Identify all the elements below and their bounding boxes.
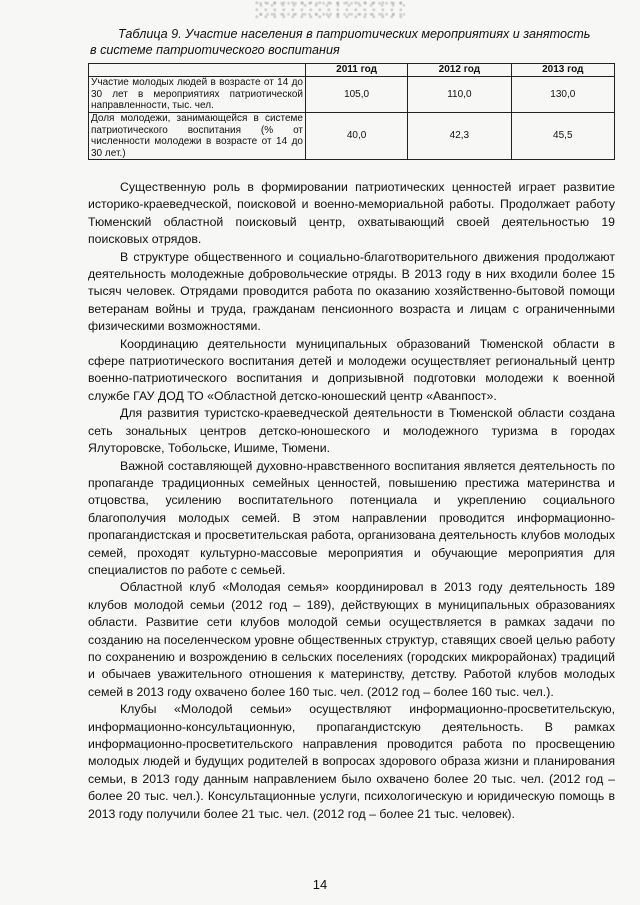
table-cell-2011: 40,0 xyxy=(306,113,408,160)
table-row-label: Участие молодых людей в возрасте от 14 до 30 лет в мероприятиях патриотической направленности, тыс. чел. xyxy=(89,77,306,113)
paragraph: Клубы «Молодой семьи» осуществляют информационно-просветительскую, информационно-консультационную, пропагандистскую деятельность. В рамках информационно-просветительского направления проводится работа по просвещению молодых людей и будущих родителей в вопросах здорового образа жизни и планирования семьи, в 2013 году данным направлением было охвачено более 20 тыс. чел. (2012 год – более 20 тыс. чел.). Консультационные услуги, психологическую и юридическую помощь в 2013 году получили более 21 тыс. чел. (2012 год – более 21 тыс. человек). xyxy=(88,702,615,821)
participation-table xyxy=(88,63,615,160)
table-caption xyxy=(90,26,610,58)
caption-line-2: в системе патриотического воспитания xyxy=(90,43,340,57)
body-text xyxy=(88,179,615,823)
table-header-2013: 2013 год xyxy=(511,64,614,77)
table-row xyxy=(89,113,615,160)
paragraph: Для развития туристско-краеведческой деятельности в Тюменской области создана сеть зональных центров детско-юношеского и молодежного туризма в городах Ялуторовске, Тобольске, Ишиме, Тюмени. xyxy=(88,406,615,456)
page-number: 14 xyxy=(312,877,328,892)
table-row-label: Доля молодежи, занимающейся в системе патриотического воспитания (% от численности молодежи в возрасте от 14 до 30 лет.) xyxy=(89,113,306,160)
paragraph: Важной составляющей духовно-нравственного воспитания является деятельность по пропаганде традиционных семейных ценностей, повышению престижа материнства и отцовства, усилению воспитательного потенциала и укреплению социального благополучия молодых семей. В этом направлении проводится информационно-пропагандистская и просветительская работа, организована деятельность клубов молодых семей, проходят культурно-массовые мероприятия и обучающие мероприятия для специалистов по работе с семьей. xyxy=(88,458,615,577)
table-cell-2012: 110,0 xyxy=(408,77,511,113)
table-header-row xyxy=(89,64,615,77)
table-cell-2013: 130,0 xyxy=(511,77,614,113)
table-header-corner xyxy=(89,64,306,77)
table-cell-2011: 105,0 xyxy=(306,77,408,113)
paragraph: Существенную роль в формировании патриотических ценностей играет развитие историко-краеведческой, поисковой и военно-мемориальной работы. Продолжает работу Тюменский областной поисковый центр, охватывающий своей деятельностью 19 поисковых отрядов. xyxy=(88,180,615,247)
paragraph: Областной клуб «Молодая семья» координировал в 2013 году деятельность 189 клубов молодой семьи (2012 год – 189), действующих в муниципальных образованиях области. Развитие сети клубов молодой семьи осуществляется в рамках задачи по созданию на поселенческом уровне общественных структур, ставящих своей целью работу по сохранению и возрождению в сельских поселениях (городских микрорайонах) традиций и обычаев уважительного отношения к материнству, детству. Работой клубов молодых семей в 2013 году охвачено более 160 тыс. чел. (2012 год – более 160 тыс. чел.). xyxy=(88,580,615,699)
scan-artifact xyxy=(255,0,405,22)
paragraph: Координацию деятельности муниципальных образований Тюменской области в сфере патриотического воспитания детей и молодежи осуществляет региональный центр военно-патриотического воспитания и допризывной подготовки молодежи к военной службе ГАУ ДОД ТО «Областной детско-юношеский центр «Аванпост». xyxy=(88,336,615,403)
table-cell-2013: 45,5 xyxy=(511,113,614,160)
paragraph: В структуре общественного и социально-благотворительного движения продолжают деятельность молодежные добровольческие отряды. В 2013 году в них входили более 15 тысяч человек. Отрядами проводится работа по оказанию хозяйственно-бытовой помощи ветеранам войны и труда, гражданам пенсионного возраста и лицам с ограниченными физическими возможностями. xyxy=(88,249,615,334)
table-header-2012: 2012 год xyxy=(408,64,511,77)
caption-line-1: Таблица 9. Участие населения в патриотических мероприятиях и занятость xyxy=(118,27,591,41)
table-row xyxy=(89,77,615,113)
table-header-2011: 2011 год xyxy=(306,64,408,77)
table-cell-2012: 42,3 xyxy=(408,113,511,160)
